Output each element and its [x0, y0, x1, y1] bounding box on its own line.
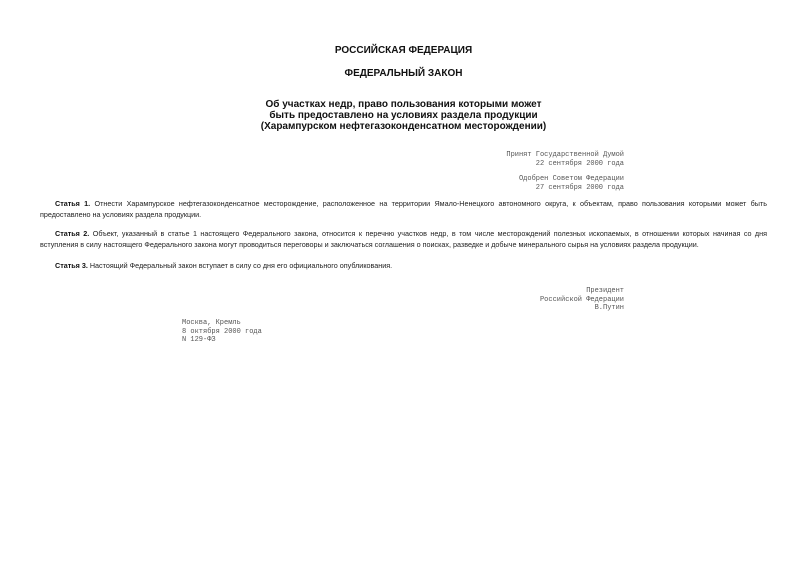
- article-text: Настоящий Федеральный закон вступает в силу со дня его официального опубликования.: [89, 261, 393, 270]
- adoption-line: Принят Государственной Думой: [506, 151, 624, 159]
- approval-line: Одобрен Советом Федерации: [518, 175, 624, 183]
- article-1: [40, 199, 767, 221]
- signature-block: [540, 287, 624, 313]
- adoption-note: [506, 151, 624, 168]
- law-type-heading: ФЕДЕРАЛЬНЫЙ ЗАКОН: [344, 68, 463, 79]
- article-label: Статья 3.: [55, 261, 88, 270]
- adoption-date: 22 сентября 2000 года: [535, 159, 624, 168]
- federation-heading: РОССИЙСКАЯ ФЕДЕРАЦИЯ: [334, 45, 473, 56]
- law-title: [0, 99, 807, 132]
- law-title-line: (Харампурском нефтегазоконденсатном месторождении): [260, 121, 547, 132]
- place-date-block: [182, 319, 262, 345]
- approval-note: [519, 175, 624, 192]
- article-3: [40, 261, 767, 272]
- place-date: 8 октября 2000 года: [182, 327, 262, 336]
- signature-country: Российской Федерации: [539, 295, 624, 304]
- signature-title: Президент: [586, 287, 624, 295]
- article-text: Объект, указанный в статье 1 настоящего Федерального закона, относится к перечню участков недр, в том числе месторождений полезных ископаемых, в отношении которых начиная со дня вступления в силу настоящего Федерального закона могут проводиться переговоры и заключаться соглашения о поисках, разведке и добыче минерального сырья на условиях раздела продукции.: [40, 229, 767, 249]
- article-label: Статья 2.: [55, 229, 90, 238]
- law-title-line: быть предоставлено на условиях раздела продукции: [269, 110, 538, 121]
- place-location: Москва, Кремль: [182, 319, 241, 327]
- article-label: Статья 1.: [55, 199, 91, 208]
- law-title-line: Об участках недр, право пользования которыми может: [265, 99, 542, 110]
- article-2: [40, 229, 767, 251]
- signature-name: В.Путин: [594, 304, 624, 313]
- article-text: Отнести Харампурское нефтегазоконденсатное месторождение, расположенное на территории Ямало-Ненецкого автономного округа, к объектам, право пользования которыми может быть предоставлено на условиях раздела продукции.: [40, 199, 767, 219]
- law-number: N 129-ФЗ: [182, 336, 216, 345]
- approval-date: 27 сентября 2000 года: [535, 183, 624, 192]
